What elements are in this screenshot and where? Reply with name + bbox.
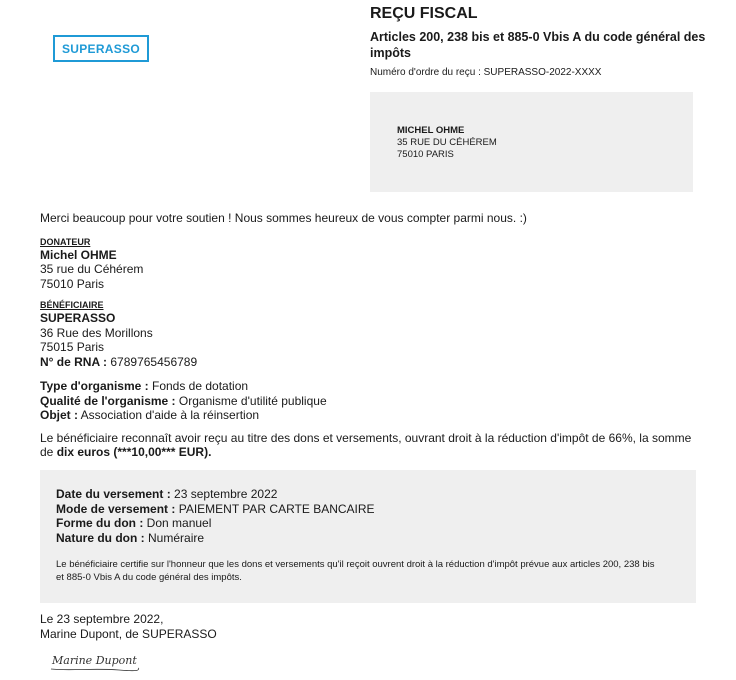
payment-mode-line [56,502,656,517]
donor-city: 75010 Paris [40,276,105,291]
donation-form-value: Don manuel [146,516,212,530]
payment-date-value: 23 septembre 2022 [174,487,278,501]
closing-date: Le 23 septembre 2022, [40,612,164,626]
org-quality-line [40,394,700,409]
receipt-header [370,5,710,78]
donation-form-line [56,516,656,531]
org-object-value: Association d'aide à la réinsertion [80,408,260,422]
beneficiary-city: 75015 Paris [40,340,105,354]
page-title: REÇU FISCAL [370,5,478,22]
org-object-line [40,408,700,423]
org-type-value: Fonds de dotation [152,379,249,393]
payment-mode-label: Mode de versement : [56,501,176,516]
signature-underline [49,664,141,674]
donation-nature-value: Numéraire [148,530,205,545]
org-object-label: Objet : [40,408,78,422]
org-quality-value: Organisme d'utilité publique [178,393,327,408]
recognition-text: Le bénéficiaire reconnaît avoir reçu au titre des dons et versements, ouvrant droit à la réduction d'impôt de 66%, la somme de [40,430,692,459]
donor-street: 35 rue du Céhérem [40,262,144,276]
beneficiary-name: SUPERASSO [40,311,116,325]
org-quality-label: Qualité de l'organisme : [40,393,176,408]
donor-section [40,236,700,292]
closing-block [40,612,217,642]
payment-mode-value: PAIEMENT PAR CARTE BANCAIRE [178,501,375,516]
payment-date-line [56,487,656,502]
legal-subtitle: Articles 200, 238 bis et 885-0 Vbis A du code général des impôts [370,30,706,60]
donor-name: Michel OHME [40,247,117,262]
receipt-number: Numéro d'ordre du reçu : SUPERASSO-2022-XXXX [370,67,602,78]
recipient-address-box [370,92,693,192]
org-type-label: Type d'organisme : [40,379,149,393]
certification-note: Le bénéficiaire certifie sur l'honneur que les dons et versements qu'il reçoit ouvrent droit à la réduction d'impôt prévue aux articles 200, 238 bis et 885-0 Vbis A du code général des impôts. [56,559,655,583]
rna-value: 6789765456789 [110,354,198,369]
signature-text: Marine Dupont [52,654,137,667]
org-type-line [40,379,700,394]
handwritten-signature [49,652,141,674]
recipient-name: MICHEL OHME [397,125,465,136]
rna-line [40,355,700,370]
recognition-statement [40,431,700,460]
payment-details-box [40,470,696,603]
signer-line: Marine Dupont, de SUPERASSO [40,627,217,641]
donation-amount: dix euros (***10,00*** EUR). [56,445,212,459]
donor-label: DONATEUR [40,236,91,247]
donation-nature-line [56,531,656,546]
beneficiary-label: BÉNÉFICIAIRE [40,300,104,310]
logo-text: SUPERASSO [61,41,141,56]
receipt-body [40,211,700,460]
donation-form-label: Forme du don : [56,516,144,530]
payment-date-label: Date du versement : [56,487,171,501]
recipient-city: 75010 PARIS [397,149,454,160]
beneficiary-section [40,299,700,369]
organization-section [40,379,700,423]
recipient-street: 35 RUE DU CÉHÉREM [397,137,497,148]
thanks-message: Merci beaucoup pour votre soutien ! Nous sommes heureux de vous compter parmi nous. :) [40,211,527,225]
donation-nature-label: Nature du don : [56,530,145,545]
beneficiary-street: 36 Rue des Morillons [40,325,153,340]
logo [53,35,149,62]
rna-label: N° de RNA : [40,354,108,369]
